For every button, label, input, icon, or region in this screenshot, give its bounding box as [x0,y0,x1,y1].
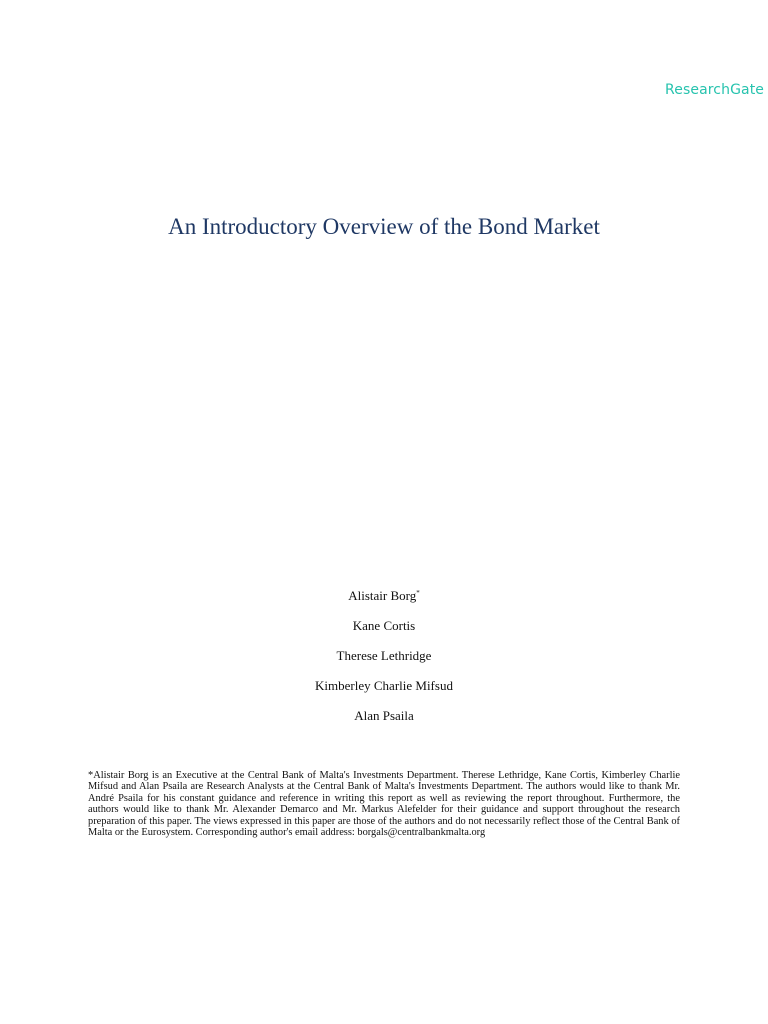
author-name-text: Alan Psaila [354,708,414,723]
author-name [0,708,768,738]
author-name-text: Therese Lethridge [336,648,432,663]
document-title: An Introductory Overview of the Bond Market [168,214,600,239]
author-name [0,618,768,648]
author-name-text: Kane Cortis [352,618,416,633]
researchgate-logo[interactable]: ResearchGate [665,82,764,98]
author-footnote: *Alistair Borg is an Executive at the Central Bank of Malta's Investments Department. Therese Lethridge, Kane Cortis, Kimberley Charlie Mifsud and Alan Psaila are Research Analysts at the Central Bank of Malta's Investments Department. The authors would like to thank Mr. André Psaila for his constant guidance and reference in writing this report as well as reviewing the report throughout. Furthermore, the authors would like to thank Mr. Alexander Demarco and Mr. Markus Alefelder for their guidance and support throughout the research preparation of this paper. The views expressed in this paper are those of the authors and do not necessarily reflect those of the Central Bank of Malta or the Eurosystem. Corresponding author's email address: borgals@centralbankmalta.org [88,770,680,839]
author-list [0,588,768,738]
footnote-mark: * [416,589,420,597]
author-name [0,588,768,618]
author-name [0,648,768,678]
author-name-text: Kimberley Charlie Mifsud [315,678,453,693]
author-name [0,678,768,708]
author-name-text: Alistair Borg [348,588,417,603]
